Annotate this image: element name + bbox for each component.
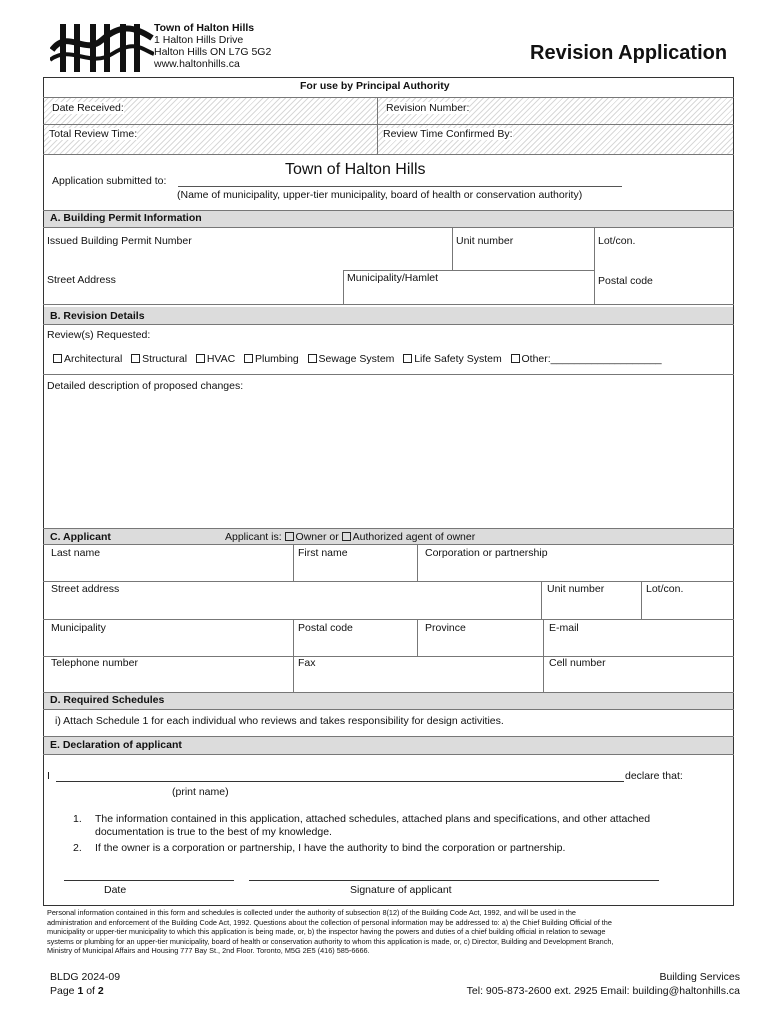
org-name: Town of Halton Hills [154, 22, 255, 34]
review-confirmed-field[interactable]: Review Time Confirmed By: [383, 128, 513, 140]
submitted-to-hint: (Name of municipality, upper-tier municipality, board of health or conservation authority) [177, 189, 583, 201]
other-label[interactable]: Other:___________________ [521, 353, 662, 365]
address-line-1: 1 Halton Hills Drive [154, 34, 244, 46]
description-textarea[interactable] [44, 395, 733, 527]
department-name: Building Services [659, 971, 740, 983]
town-address [154, 22, 271, 70]
applicant-is-label: Applicant is: [225, 531, 282, 543]
life-safety-checkbox[interactable] [403, 354, 412, 363]
submitted-to-value[interactable]: Town of Halton Hills [285, 161, 426, 178]
section-b-bar [44, 307, 733, 324]
permit-number-field[interactable]: Issued Building Permit Number [47, 235, 192, 247]
item-1-line-1: The information contained in this application, attached schedules, attached plans and specifications, and other attached [95, 813, 651, 825]
town-logo [50, 20, 300, 76]
section-d-heading: D. Required Schedules [50, 694, 165, 706]
privacy-line-5: Ministry of Municipal Affairs and Housing 777 Bay St., 2nd Floor. Toronto, M5G 2E5 (416) 585-6666. [47, 946, 370, 956]
structural-checkbox[interactable] [131, 354, 140, 363]
item-2-text: If the owner is a corporation or partnership, I have the authority to bind the corporation or partnership. [95, 842, 566, 854]
a-postal-code-field[interactable]: Postal code [598, 275, 653, 287]
privacy-line-1: Personal information contained in this form and schedules is collected under the authority of subsection 8(12) of the Building Code Act, 1992, and will be used in the [47, 908, 576, 917]
other-checkbox[interactable] [511, 354, 520, 363]
print-name-line[interactable] [56, 781, 624, 782]
contact-info: Tel: 905-873-2600 ext. 2925 Email: building@haltonhills.ca [466, 985, 740, 997]
life-safety-label: Life Safety System [414, 353, 502, 365]
submitted-to-label: Application submitted to: [52, 175, 167, 187]
privacy-line-4: systems or plumbing for an upper-tier municipality, board of health or conservation authority to whom this application is made, or, c) Director, Building and Development Branch, [47, 936, 614, 946]
hvac-checkbox[interactable] [196, 354, 205, 363]
agent-label: Authorized agent of owner [352, 531, 476, 543]
page-indicator [50, 984, 120, 998]
applicant-type [225, 531, 475, 543]
c-province-field[interactable]: Province [425, 622, 466, 634]
description-label: Detailed description of proposed changes: [47, 380, 244, 392]
sewage-system-label: Sewage System [318, 353, 395, 365]
item-1-line-2: documentation is true to the best of my knowledge. [95, 826, 332, 838]
c-lot-con-field[interactable]: Lot/con. [646, 583, 684, 595]
structural-label: Structural [142, 353, 188, 365]
section-b-heading: B. Revision Details [50, 310, 145, 322]
review-options [53, 353, 662, 365]
plumbing-label: Plumbing [255, 353, 299, 365]
plumbing-checkbox[interactable] [244, 354, 253, 363]
c-email-field[interactable]: E-mail [549, 622, 579, 634]
architectural-label: Architectural [64, 353, 123, 365]
owner-label: Owner or [295, 531, 339, 543]
date-signature-line[interactable] [64, 880, 234, 881]
section-e-heading: E. Declaration of applicant [50, 739, 182, 751]
privacy-notice [47, 908, 737, 956]
section-c-heading: C. Applicant [50, 531, 111, 543]
revision-number-field[interactable]: Revision Number: [386, 102, 470, 114]
agent-checkbox[interactable] [342, 532, 351, 541]
corporation-field[interactable]: Corporation or partnership [425, 547, 548, 559]
page-of: of [86, 985, 95, 997]
applicant-signature-line[interactable] [249, 880, 659, 881]
total-review-time-field[interactable]: Total Review Time: [49, 128, 138, 140]
a-unit-number-field[interactable]: Unit number [456, 235, 514, 247]
c-postal-code-field[interactable]: Postal code [298, 622, 353, 634]
website-link[interactable]: www.haltonhills.ca [154, 58, 240, 70]
declaration-i: I [47, 770, 50, 782]
page-total: 2 [97, 985, 104, 997]
declare-that: declare that: [625, 770, 683, 782]
town-logo-mark-icon [50, 20, 154, 76]
date-label: Date [104, 884, 127, 896]
a-street-address-field[interactable]: Street Address [47, 274, 116, 286]
c-street-address-field[interactable]: Street address [51, 583, 120, 595]
print-name-hint: (print name) [172, 786, 229, 798]
cell-number-field[interactable]: Cell number [549, 657, 606, 669]
page-number: 1 [77, 985, 84, 997]
architectural-checkbox[interactable] [53, 354, 62, 363]
a-municipality-field[interactable]: Municipality/Hamlet [347, 272, 439, 284]
a-lot-con-field[interactable]: Lot/con. [598, 235, 636, 247]
owner-checkbox[interactable] [285, 532, 294, 541]
schedule-instruction: i) Attach Schedule 1 for each individual who reviews and takes responsibility for design activities. [55, 715, 504, 727]
date-received-field[interactable]: Date Received: [52, 102, 124, 114]
form-code: BLDG 2024-09 [50, 971, 121, 983]
fax-field[interactable]: Fax [298, 657, 316, 669]
item-1-number: 1. [73, 813, 82, 825]
sewage-system-checkbox[interactable] [308, 354, 317, 363]
first-name-field[interactable]: First name [298, 547, 348, 559]
page-prefix: Page [50, 985, 75, 997]
section-a-heading: A. Building Permit Information [50, 212, 202, 224]
reviews-requested-label: Review(s) Requested: [47, 329, 151, 341]
c-unit-number-field[interactable]: Unit number [547, 583, 605, 595]
privacy-line-3: municipality or upper-tier municipality to which this application is being made, or, b) the inspector having the powers and duties of a chief building official in relation to sewage [47, 927, 606, 937]
principal-heading: For use by Principal Authority [300, 80, 450, 92]
footer-right [467, 970, 740, 998]
page-title: Revision Application [530, 42, 728, 64]
signature-label: Signature of applicant [350, 884, 452, 896]
c-municipality-field[interactable]: Municipality [51, 622, 106, 634]
privacy-line-2: administration and enforcement of the Building Code Act, 1992. Questions about the collection of personal information may be addressed to: a) the Chief Building Official of the [47, 917, 612, 927]
telephone-field[interactable]: Telephone number [51, 657, 138, 669]
item-2-number: 2. [73, 842, 82, 854]
hvac-label: HVAC [206, 353, 236, 365]
last-name-field[interactable]: Last name [51, 547, 101, 559]
address-line-2: Halton Hills ON L7G 5G2 [154, 46, 272, 58]
footer-left [50, 970, 120, 998]
